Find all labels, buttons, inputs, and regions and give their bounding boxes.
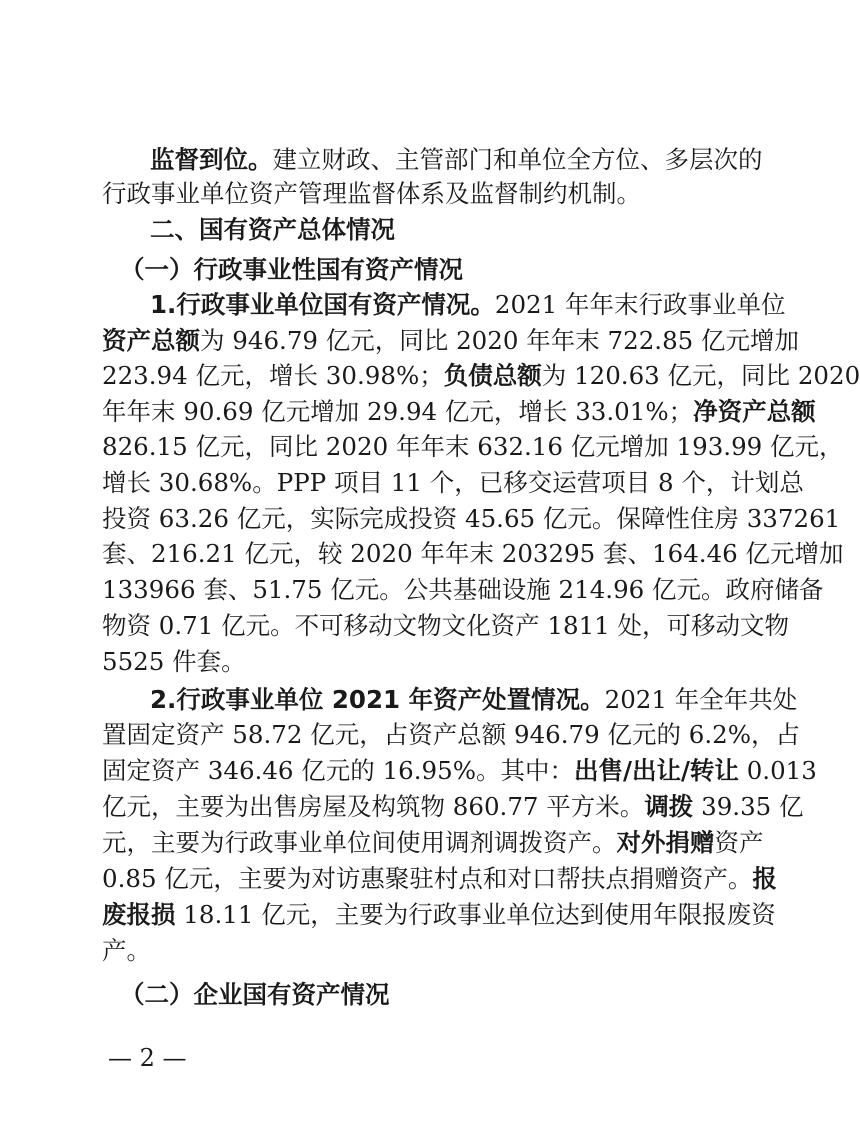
page-number: — 2 —	[108, 1044, 187, 1072]
paragraph-line	[102, 395, 816, 429]
bold-term: 负债总额	[443, 361, 542, 390]
bold-term: 出售/出让/转让	[574, 756, 739, 785]
paragraph-line	[102, 177, 692, 211]
text: 年年末 90.69 亿元增加 29.94 亿元，增长 33.01%；	[102, 397, 694, 426]
bold-term: 废报损	[102, 900, 176, 929]
subsection-heading: （一）行政事业性国有资产情况	[120, 255, 463, 284]
bold-term: 净资产总额	[693, 397, 816, 426]
bold-term: 资产总额	[102, 326, 200, 355]
paragraph-line	[102, 790, 804, 824]
paragraph-line	[150, 683, 798, 717]
text: 18.11 亿元，主要为行政事业单位达到使用年限报废资	[175, 900, 776, 929]
text: 为 946.79 亿元，同比 2020 年年末 722.85 亿元增加	[200, 326, 800, 355]
text: 2021 年全年共处	[604, 685, 798, 714]
text: 固定资产 346.46 亿元的 16.95%。其中：	[102, 756, 575, 785]
text: 2021 年年末行政事业单位	[494, 290, 786, 319]
paragraph-line	[102, 826, 764, 860]
paragraph-line: 133966 套、51.75 亿元。公共基础设施 214.96 亿元。政府储备	[102, 575, 824, 604]
subsection-heading: （二）企业国有资产情况	[120, 980, 390, 1009]
bold-term: 报	[752, 864, 777, 893]
section-heading: 二、国有资产总体情况	[150, 215, 395, 244]
paragraph-line	[102, 898, 776, 932]
text: 223.94 亿元，增长 30.98%；	[102, 361, 444, 390]
paragraph-line: 物资 0.71 亿元。不可移动文物文化资产 1811 处，可移动文物	[102, 611, 790, 640]
text: 资产	[714, 828, 764, 857]
paragraph-line: 826.15 亿元，同比 2020 年年末 632.16 亿元增加 193.99 亿元，	[102, 432, 844, 461]
bold-lead: 监督到位。	[150, 145, 273, 174]
text: 行政事业单位资产管理监督体系及监督制约机制。	[102, 179, 641, 208]
text: 亿元，主要为出售房屋及构筑物 860.77 平方米。	[102, 792, 645, 821]
bold-lead: 2.行政事业单位 2021 年资产处置情况。	[150, 685, 605, 714]
text: 为 120.63 亿元，同比 2020	[541, 361, 860, 390]
text: 0.85 亿元，主要为对访惠聚驻村点和对口帮扶点捐赠资产。	[102, 864, 753, 893]
text: 元，主要为行政事业单位间使用调剂调拨资产。	[102, 828, 617, 857]
paragraph-line	[102, 324, 800, 358]
paragraph-line: 套、216.21 亿元，较 2020 年年末 203295 套、164.46 亿元增加	[102, 539, 844, 568]
paragraph-line	[150, 288, 786, 322]
paragraph-line	[150, 143, 763, 177]
paragraph-line: 增长 30.68%。PPP 项目 11 个，已移交运营项目 8 个，计划总	[102, 468, 804, 497]
paragraph-line: 置固定资产 58.72 亿元，占资产总额 946.79 亿元的 6.2%，占	[102, 720, 801, 749]
paragraph-line: 5525 件套。	[102, 647, 246, 676]
paragraph-line	[102, 862, 777, 896]
text: 0.013	[738, 756, 817, 785]
paragraph-line	[102, 754, 817, 788]
paragraph-line: 投资 63.26 亿元，实际完成投资 45.65 亿元。保障性住房 337261	[102, 504, 841, 533]
bold-term: 调拨	[644, 792, 694, 821]
bold-term: 对外捐赠	[616, 828, 715, 857]
paragraph-line	[102, 359, 860, 393]
bold-lead: 1.行政事业单位国有资产情况。	[150, 290, 495, 319]
text: 建立财政、主管部门和单位全方位、多层次的	[272, 145, 763, 174]
paragraph-line: 产。	[102, 936, 151, 965]
text: 39.35 亿	[693, 792, 804, 821]
